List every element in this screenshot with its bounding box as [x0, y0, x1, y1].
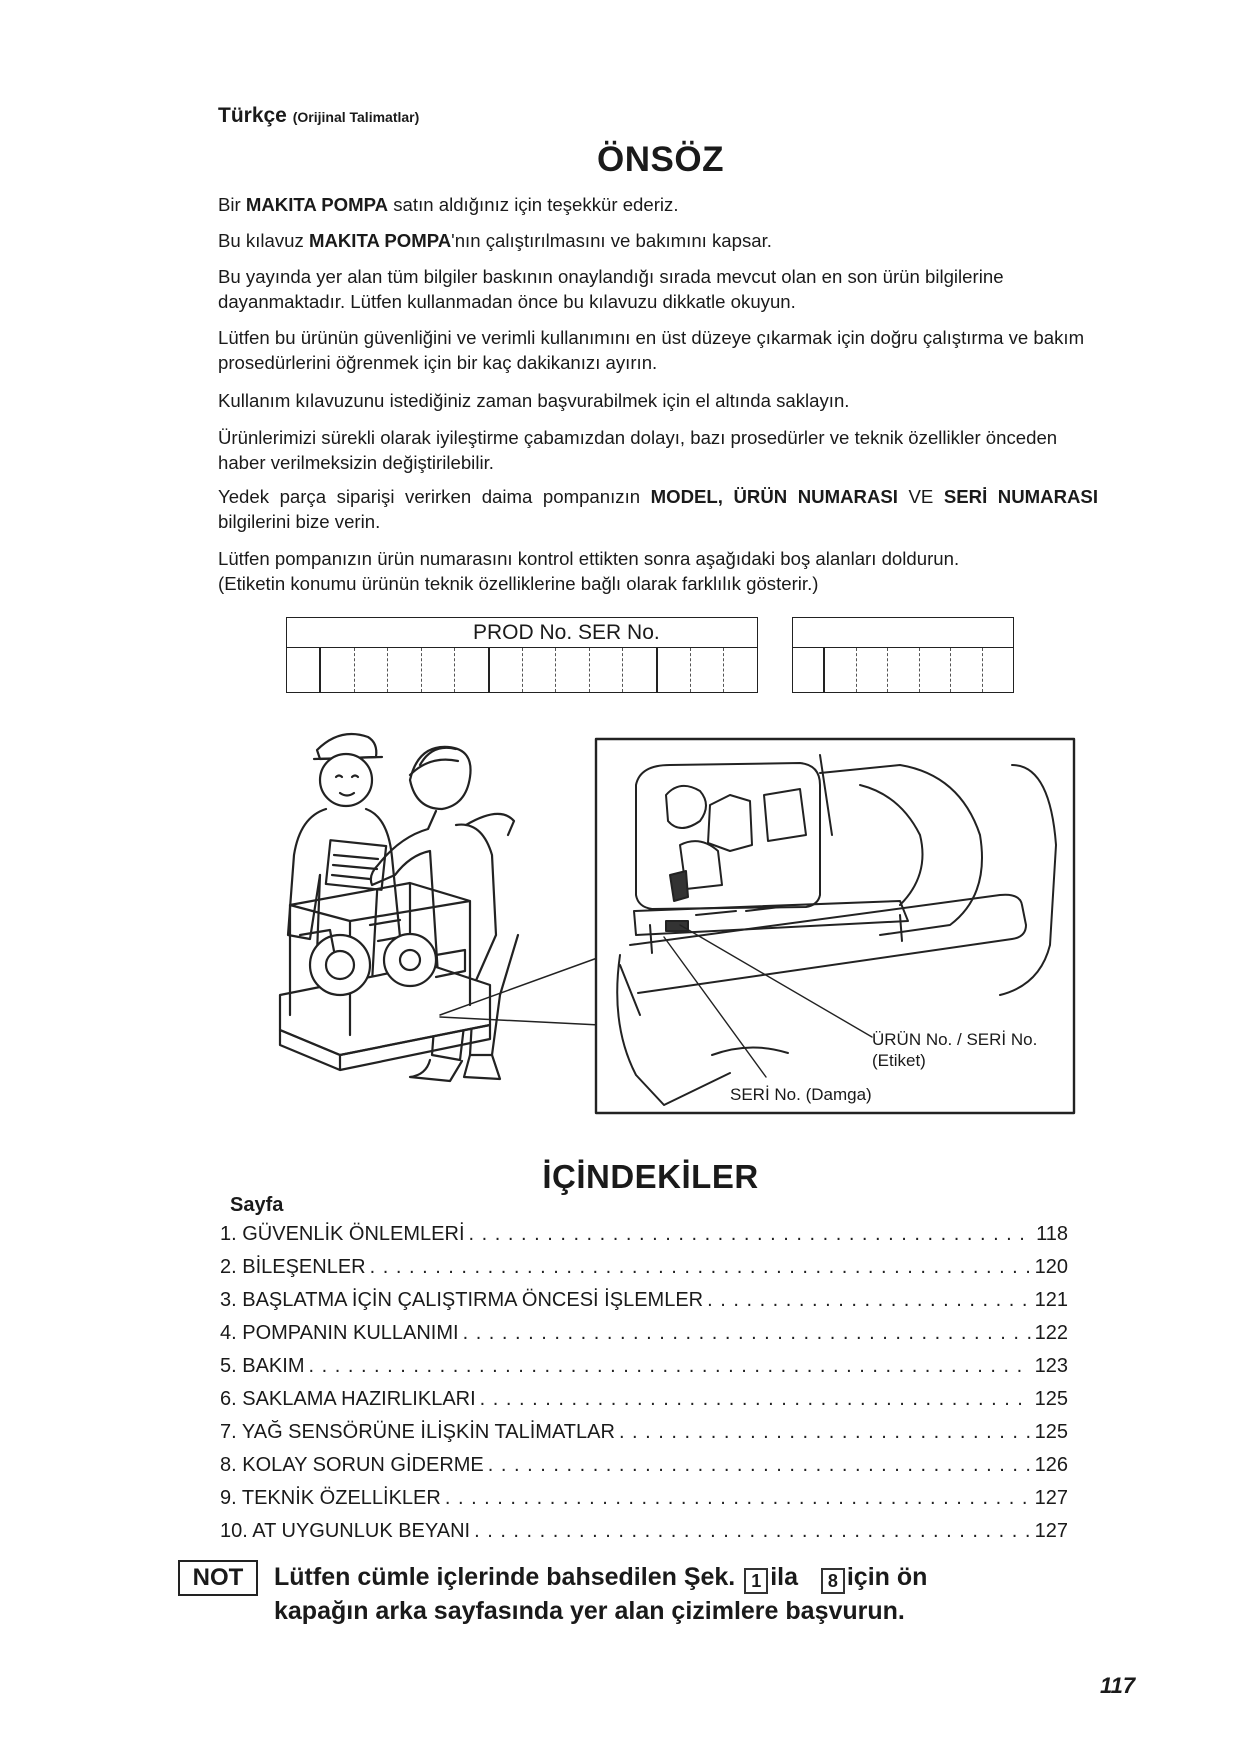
toc-item-components[interactable] — [220, 1256, 1068, 1289]
toc-label: 10. AT UYGUNLUK BEYANI — [220, 1520, 471, 1542]
figure-number-box: 8 — [821, 1568, 845, 1594]
foreword-paragraph-6: Ürünlerimizi sürekli olarak iyileştirme çabamızdan dolayı, bazı prosedürler ve teknik özellikler önceden haber verilmeksizin değiştirilebilir. — [218, 427, 1058, 473]
additional-number-cells — [793, 648, 1013, 692]
foreword-paragraph-5: Kullanım kılavuzunu istediğiniz zaman başvurabilmek için el altında saklayın. — [218, 390, 850, 411]
toc-page: 123 — [1034, 1355, 1068, 1377]
foreword-paragraph-1 — [218, 192, 1098, 217]
toc-item-storage[interactable] — [220, 1388, 1068, 1421]
toc-item-pre-operation[interactable] — [220, 1289, 1068, 1322]
foreword-paragraph-3: Bu yayında yer alan tüm bilgiler baskının onaylandığı sırada mevcut olan en son ürün bilgilerine dayanmaktadır. Lütfen kullanmadan önce bu kılavuzu dikkatle okuyun. — [218, 266, 1004, 312]
toc-leader — [488, 1454, 1031, 1477]
foreword-paragraph-8: Lütfen pompanızın ürün numarasını kontrol ettikten sonra aşağıdaki boş alanları doldurun. — [218, 548, 960, 569]
toc-label: 3. BAŞLATMA İÇİN ÇALIŞTIRMA ÖNCESİ İŞLEMLER — [220, 1289, 704, 1311]
toc-leader — [707, 1289, 1031, 1312]
toc-item-maintenance[interactable] — [220, 1355, 1068, 1388]
product-serial-number-box[interactable] — [286, 617, 758, 693]
toc-item-operation[interactable] — [220, 1322, 1068, 1355]
p2-text-post: 'nın çalıştırılmasını ve bakımını kapsar. — [451, 230, 772, 251]
p1-brand: MAKITA POMPA — [245, 194, 389, 215]
product-serial-cells — [287, 648, 757, 692]
toc-page: 126 — [1034, 1454, 1068, 1476]
foreword-paragraph-9: (Etiketin konumu ürünün teknik özelliklerine bağlı olarak farklılık gösterir.) — [218, 573, 819, 594]
p7-model-product-number: MODEL, ÜRÜN NUMARASI — [650, 486, 898, 507]
toc-leader — [480, 1388, 1031, 1411]
toc-label: 4. POMPANIN KULLANIMI — [220, 1322, 459, 1344]
p1-text-post: satın aldığınız için teşekkür ederiz. — [388, 194, 679, 215]
foreword-paragraph-7 — [218, 484, 1098, 534]
note-line1-mid: ila — [770, 1563, 798, 1591]
p2-text-pre: Bu kılavuz — [218, 230, 309, 251]
label-sticker: (Etiket) — [872, 1051, 926, 1070]
toc-label: 6. SAKLAMA HAZIRLIKLARI — [220, 1388, 476, 1410]
toc-item-oil-sensor[interactable] — [220, 1421, 1068, 1454]
toc-item-safety[interactable] — [220, 1223, 1068, 1256]
toc-leader — [469, 1223, 1033, 1246]
toc-item-declaration[interactable] — [220, 1520, 1068, 1553]
label-product-serial-number: ÜRÜN No. / SERİ No. — [872, 1030, 1038, 1049]
foreword-title: ÖNSÖZ — [597, 140, 724, 179]
toc-leader — [370, 1256, 1031, 1279]
page-number: 117 — [1100, 1673, 1136, 1698]
toc-item-troubleshooting[interactable] — [220, 1454, 1068, 1487]
additional-box-header — [793, 618, 1013, 648]
toc-leader — [463, 1322, 1031, 1345]
toc-leader — [619, 1421, 1031, 1444]
label-serial-stamp: SERİ No. (Damga) — [730, 1085, 872, 1104]
toc-page: 125 — [1034, 1388, 1068, 1410]
toc-label: 9. TEKNİK ÖZELLİKLER — [220, 1487, 441, 1509]
p2-brand: MAKITA POMPA — [308, 230, 452, 251]
language-label: Türkçe — [218, 104, 287, 127]
toc-label: 7. YAĞ SENSÖRÜNE İLİŞKİN TALİMATLAR — [220, 1421, 615, 1443]
toc-page: 127 — [1034, 1520, 1068, 1542]
foreword-paragraph-2 — [218, 228, 1098, 253]
p7-text-mid: VE — [897, 486, 944, 507]
toc-label: 5. BAKIM — [220, 1355, 305, 1377]
pump-label-illustration — [260, 725, 1080, 1115]
toc-page: 125 — [1034, 1421, 1068, 1443]
language-note: (Orijinal Talimatlar) — [292, 109, 420, 125]
figure-number-box: 1 — [744, 1568, 768, 1594]
toc-leader — [445, 1487, 1031, 1510]
note-line2: kapağın arka sayfasında yer alan çizimlere başvurun. — [274, 1597, 905, 1625]
toc-page: 120 — [1034, 1256, 1068, 1278]
p7-serial-number: SERİ NUMARASI — [943, 486, 1098, 507]
contents-page-header: Sayfa — [230, 1194, 284, 1216]
additional-number-box[interactable] — [792, 617, 1014, 693]
note-line1-post: için ön — [846, 1563, 928, 1591]
p7-text-pre: Yedek parça siparişi verirken daima pompanızın — [218, 486, 651, 507]
product-serial-box-header: PROD No. SER No. — [287, 618, 757, 648]
toc-label: 2. BİLEŞENLER — [220, 1256, 366, 1278]
toc-leader — [474, 1520, 1031, 1543]
language-heading — [218, 104, 419, 128]
toc-page: 122 — [1034, 1322, 1068, 1344]
toc-page: 121 — [1034, 1289, 1068, 1311]
toc-label: 8. KOLAY SORUN GİDERME — [220, 1454, 484, 1476]
note-badge: NOT — [178, 1560, 258, 1596]
toc-item-specifications[interactable] — [220, 1487, 1068, 1520]
toc-leader — [308, 1355, 1030, 1378]
toc-page: 118 — [1036, 1223, 1068, 1245]
table-of-contents — [220, 1223, 1068, 1553]
note-line1-pre: Lütfen cümle içlerinde bahsedilen Şek. — [274, 1563, 736, 1591]
foreword-paragraph-4: Lütfen bu ürünün güvenliğini ve verimli kullanımını en üst düzeye çıkarmak için doğru çalıştırma ve bakım prosedürlerini öğrenmek için bir kaç dakikanızı ayırın. — [218, 327, 1085, 373]
pump-small — [280, 883, 490, 1070]
contents-title: İÇİNDEKİLER — [542, 1158, 759, 1195]
p1-text-pre: Bir — [218, 194, 246, 215]
toc-page: 127 — [1034, 1487, 1068, 1509]
note-text — [274, 1560, 1074, 1628]
toc-label: 1. GÜVENLİK ÖNLEMLERİ — [220, 1223, 465, 1245]
p7-text-post: bilgilerini bize verin. — [218, 511, 381, 532]
